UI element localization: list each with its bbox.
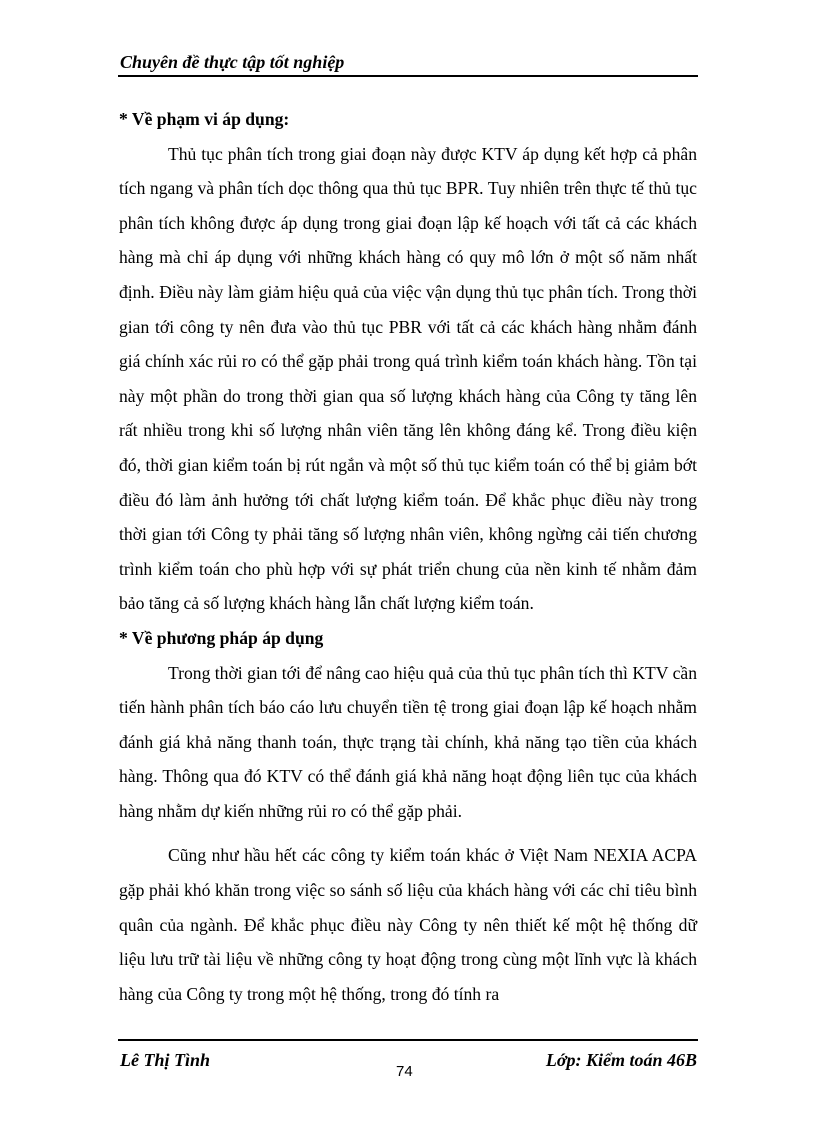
- body-paragraph: Thủ tục phân tích trong giai đoạn này được KTV áp dụng kết hợp cả phân tích ngang và phân tích dọc thông qua thủ tục BPR. Tuy nhiên trên thực tế thủ tục phân tích không được áp dụng trong giai đoạn lập kế hoạch với tất cả các khách hàng mà chỉ áp dụng với những khách hàng có quy mô lớn ở một số năm nhất định. Điều này làm giảm hiệu quả của việc vận dụng thủ tục phân tích. Trong thời gian tới công ty nên đưa vào thủ tục PBR với tất cả các khách hàng nhằm đánh giá chính xác rủi ro có thể gặp phải trong quá trình kiểm toán khách hàng. Tồn tại này một phần do trong thời gian qua số lượng khách hàng của Công ty tăng lên rất nhiều trong khi số lượng nhân viên tăng lên không đáng kể. Trong điều kiện đó, thời gian kiểm toán bị rút ngắn và một số thủ tục kiểm toán có thể bị giảm bớt điều đó làm ảnh hưởng tới chất lượng kiểm toán. Để khắc phục điều này trong thời gian tới Công ty phải tăng số lượng nhân viên, không ngừng cải tiến chương trình kiểm toán cho phù hợp với sự phát triển chung của nền kinh tế nhằm đảm bảo tăng cả số lượng khách hàng lẫn chất lượng kiểm toán.: [119, 143, 697, 614]
- header-rule: [118, 75, 698, 77]
- body-paragraph: Trong thời gian tới để nâng cao hiệu quả của thủ tục phân tích thì KTV cần tiến hành phân tích báo cáo lưu chuyển tiền tệ trong giai đoạn lập kế hoạch nhằm đánh giá khả năng thanh toán, thực trạng tài chính, khả năng tạo tiền của khách hàng. Thông qua đó KTV có thể đánh giá khả năng hoạt động liên tục của khách hàng nhằm dự kiến những rủi ro có thể gặp phải.: [119, 662, 697, 821]
- body-paragraph: Cũng như hầu hết các công ty kiểm toán khác ở Việt Nam NEXIA ACPA gặp phải khó khăn trong việc so sánh số liệu của khách hàng với các chỉ tiêu bình quân của ngành. Để khắc phục điều này Công ty nên thiết kế một hệ thống dữ liệu lưu trữ tài liệu về những công ty hoạt động trong cùng một lĩnh vực là khách hàng của Công ty trong một hệ thống, trong đó tính ra: [119, 845, 697, 1004]
- page-header-title: Chuyên đề thực tập tốt nghiệp: [120, 52, 345, 72]
- section-heading-scope: * Về phạm vi áp dụng:: [119, 109, 290, 129]
- document-body: [119, 102, 697, 1011]
- section-heading-method: * Về phương pháp áp dụng: [119, 627, 324, 648]
- footer-author: Lê Thị Tình: [120, 1050, 211, 1070]
- footer-rule: [118, 1039, 698, 1041]
- footer-class-label: Lớp: Kiểm toán 46B: [545, 1050, 697, 1070]
- page-number: 74: [396, 1063, 413, 1080]
